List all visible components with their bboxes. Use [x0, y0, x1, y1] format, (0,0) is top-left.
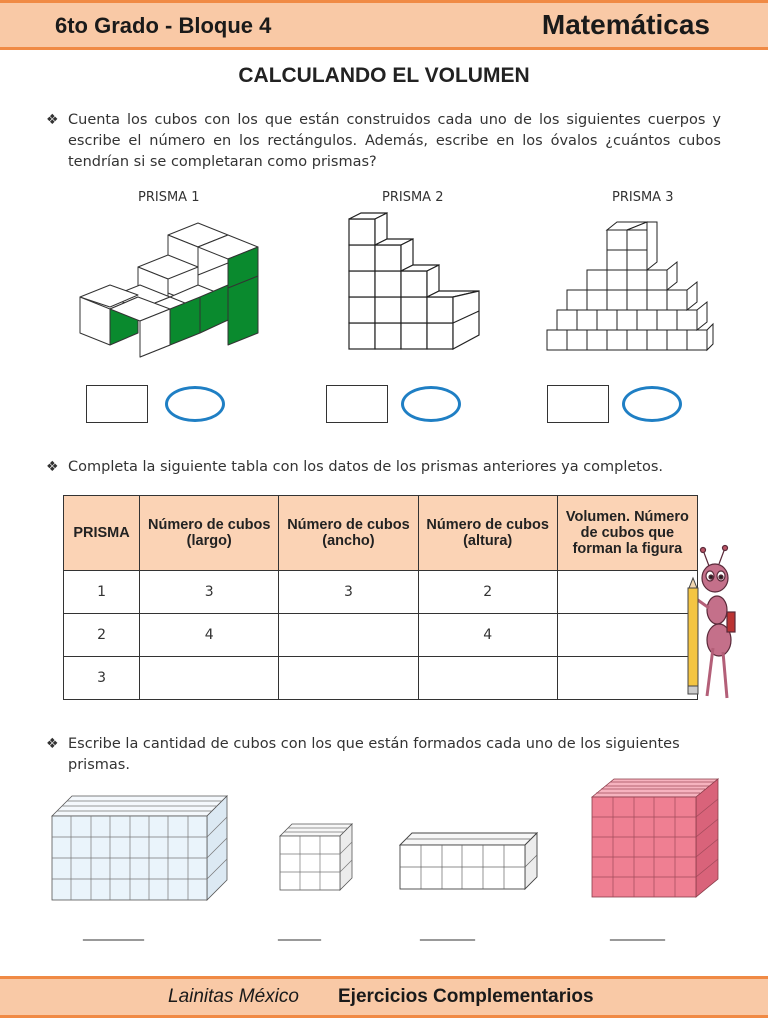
prism-3-figure [545, 218, 715, 353]
header-volumen: Volumen. Número de cubos que forman la figura [557, 496, 697, 571]
instruction-3-text: Escribe la cantidad de cubos con los que están formados cada uno de los siguientes prismas. [68, 736, 680, 773]
instruction-2-text: Completa la siguiente tabla con los datos de los prismas anteriores ya completos. [68, 459, 664, 475]
grade-label: 6to Grado - Bloque 4 [55, 13, 272, 38]
prism-a-figure [52, 796, 227, 902]
answer-blank-d[interactable]: _________ [610, 925, 664, 941]
prism-1-figure [70, 215, 270, 365]
cell[interactable] [418, 657, 557, 700]
subject-label: Matemáticas [541, 9, 710, 40]
instruction-1 [46, 110, 721, 173]
instruction-2 [46, 457, 728, 478]
prism-2-count-box[interactable] [326, 385, 388, 423]
page-title: CALCULANDO EL VOLUMEN [238, 64, 530, 87]
table-row [64, 614, 698, 657]
header-largo: Número de cubos (largo) [140, 496, 279, 571]
cell[interactable] [279, 657, 418, 700]
cell[interactable]: 3 [140, 571, 279, 614]
answer-blank-b[interactable]: _______ [278, 925, 320, 941]
table-row [64, 657, 698, 700]
cell[interactable]: 3 [279, 571, 418, 614]
answer-blank-a[interactable]: __________ [83, 925, 143, 941]
cell[interactable] [140, 657, 279, 700]
cell[interactable] [557, 614, 697, 657]
footer-bar [0, 976, 768, 1018]
cell[interactable]: 4 [140, 614, 279, 657]
prism-1-label: PRISMA 1 [138, 190, 200, 205]
header-prisma: PRISMA [64, 496, 140, 571]
cell: 1 [64, 571, 140, 614]
prism-1-count-box[interactable] [86, 385, 148, 423]
ant-mascot-illustration [683, 548, 743, 703]
bullet-icon: ❖ [46, 736, 59, 752]
header-altura: Número de cubos (altura) [418, 496, 557, 571]
cell[interactable] [557, 657, 697, 700]
cell: 2 [64, 614, 140, 657]
publisher-label: Lainitas México [168, 986, 299, 1007]
series-label: Ejercicios Complementarios [338, 986, 594, 1007]
table-row [64, 571, 698, 614]
cell[interactable]: 4 [418, 614, 557, 657]
answer-blank-c[interactable]: _________ [420, 925, 474, 941]
cell: 3 [64, 657, 140, 700]
table-header-row [64, 496, 698, 571]
instruction-3 [46, 734, 728, 776]
prism-3-count-box[interactable] [547, 385, 609, 423]
cell[interactable]: 2 [418, 571, 557, 614]
cell[interactable] [279, 614, 418, 657]
bullet-icon: ❖ [46, 459, 59, 475]
prism-1-complete-oval[interactable] [165, 386, 225, 422]
prism-c-figure [400, 831, 537, 891]
bullet-icon: ❖ [46, 112, 59, 128]
header-bar [0, 0, 768, 50]
prism-d-figure [592, 779, 718, 899]
prism-2-complete-oval[interactable] [401, 386, 461, 422]
cell[interactable] [557, 571, 697, 614]
prism-2-label: PRISMA 2 [382, 190, 444, 205]
prism-data-table [63, 495, 698, 700]
prism-3-label: PRISMA 3 [612, 190, 674, 205]
instruction-1-text: Cuenta los cubos con los que están construidos cada uno de los siguientes cuerpos y escribe el número en los rectángulos. Además, escribe en los óvalos ¿cuántos cubos tendrían si se completaran como prismas? [68, 112, 721, 170]
prism-b-figure [280, 824, 352, 890]
header-ancho: Número de cubos (ancho) [279, 496, 418, 571]
prism-2-figure [345, 213, 485, 353]
prism-3-complete-oval[interactable] [622, 386, 682, 422]
